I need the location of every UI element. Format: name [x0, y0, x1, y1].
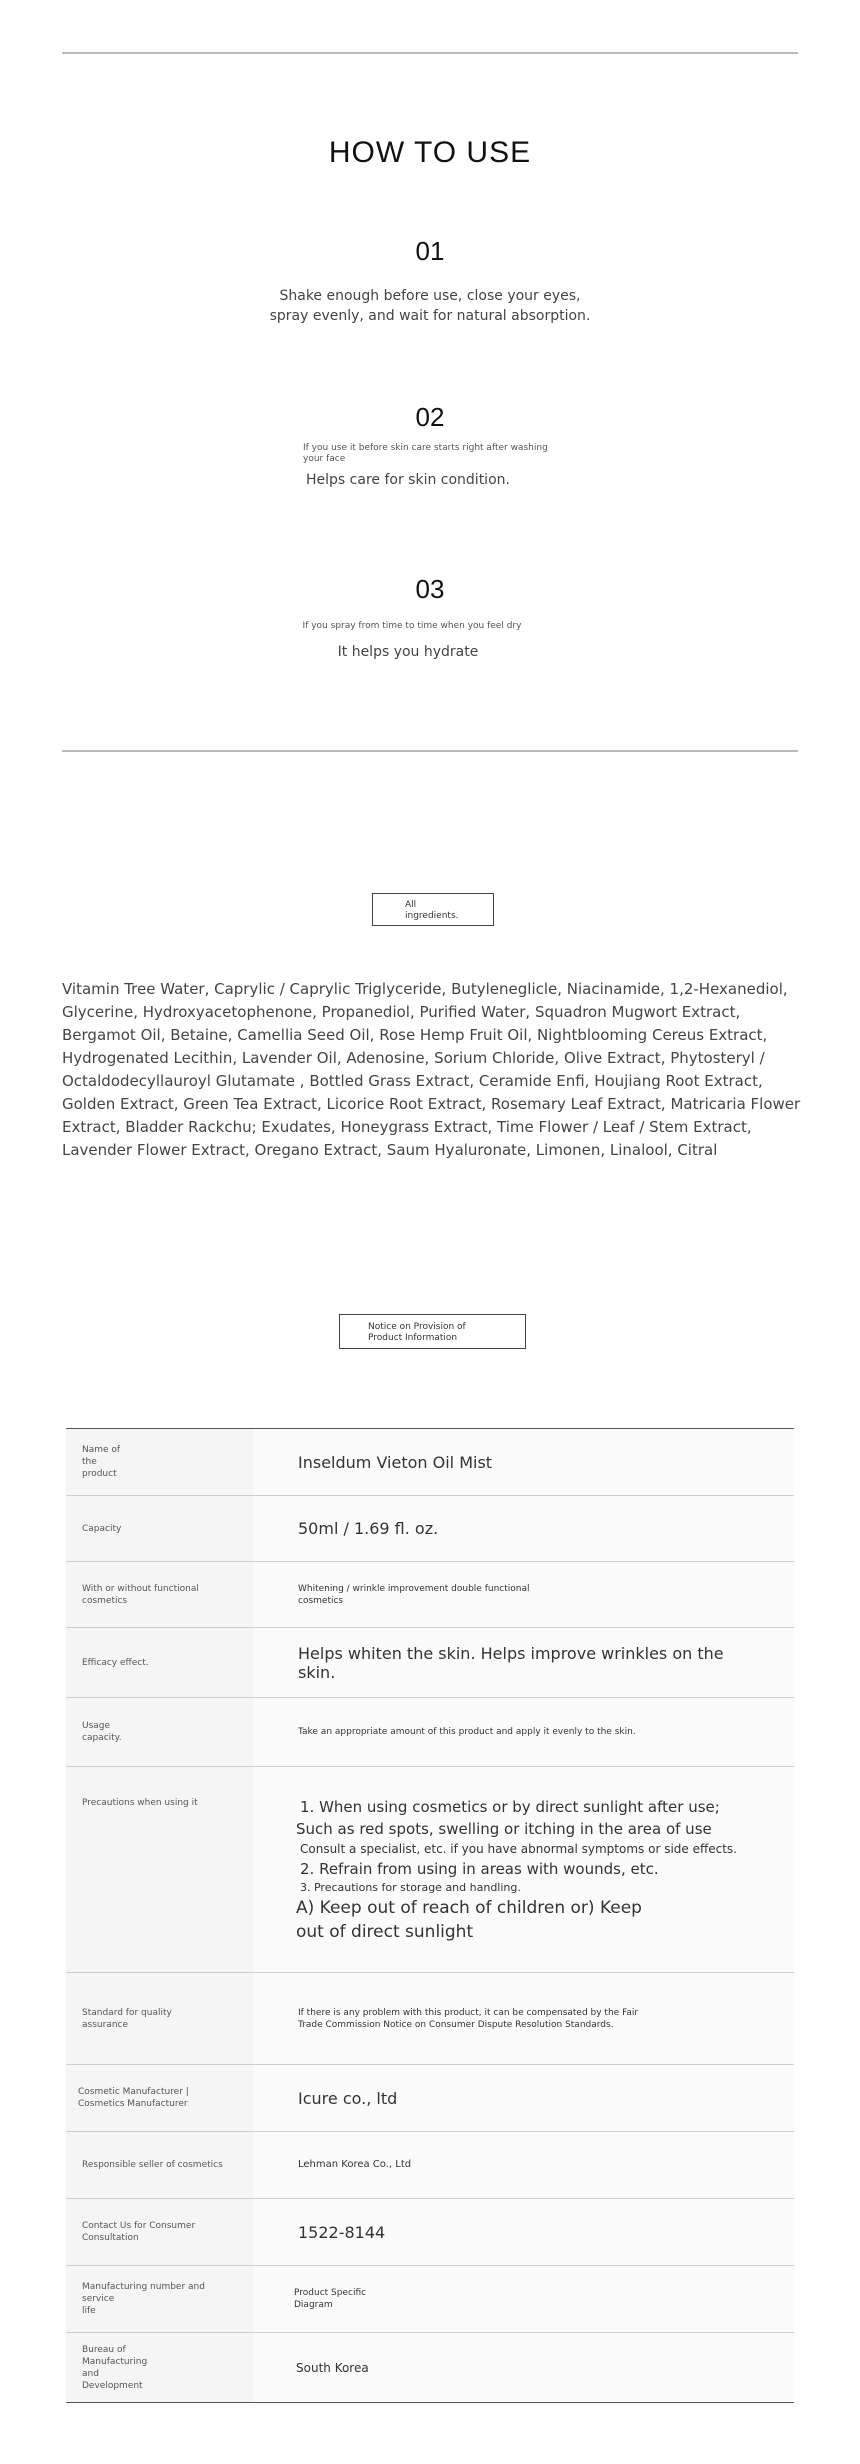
step-01-number: 01 [415, 236, 445, 266]
product-info-table [66, 1428, 794, 2403]
functional-label: With or without functional cosmetics [66, 1562, 254, 1627]
precaution-line-4: 2. Refrain from using in areas with wounds, etc. [300, 1859, 659, 1878]
table-row-capacity [66, 1496, 794, 1562]
precaution-line-2: Such as red spots, swelling or itching in the area of use [296, 1819, 712, 1838]
origin-label: Bureau of Manufacturing and Development [66, 2333, 254, 2402]
table-row-precautions [66, 1767, 794, 1973]
contact-value: 1522-8144 [298, 2222, 386, 2242]
step-02-number: 02 [415, 402, 445, 432]
efficacy-label: Efficacy effect. [66, 1628, 254, 1697]
mfg-label: Manufacturing number and service life [66, 2266, 254, 2332]
step-02-note [303, 443, 563, 465]
notice-label [339, 1314, 526, 1349]
table-row-seller [66, 2132, 794, 2199]
manufacturer-label: Cosmetic Manufacturer | Cosmetics Manufacturer [66, 2065, 254, 2131]
table-row-contact [66, 2199, 794, 2266]
capacity-value: 50ml / 1.69 fl. oz. [298, 1519, 439, 1538]
step-03-number: 03 [415, 574, 445, 604]
functional-value: Whitening / wrinkle improvement double functional cosmetics [298, 1583, 530, 1606]
step-02-note-line-1: If you use it before skin care starts right after washing [303, 443, 548, 453]
step-02-note-line-2: your face [303, 454, 346, 464]
all-ingredients-label [372, 893, 494, 926]
usage-value: Take an appropriate amount of this product and apply it evenly to the skin. [298, 1727, 636, 1737]
precaution-line-7: out of direct sunlight [296, 1921, 474, 1942]
precautions-label: Precautions when using it [66, 1767, 254, 1972]
table-row-manufacturer [66, 2065, 794, 2132]
precautions-value [254, 1767, 794, 1972]
notice-label-line-2: Product Information [368, 1333, 458, 1343]
usage-label: Usage capacity. [66, 1698, 254, 1766]
step-01-line-1: Shake enough before use, close your eyes, [279, 288, 581, 304]
precaution-line-1: 1. When using cosmetics or by direct sunlight after use; [300, 1797, 720, 1816]
all-ingredients-label-line-2: ingredients. [405, 911, 459, 921]
origin-value: South Korea [296, 2360, 369, 2375]
contact-label: Contact Us for Consumer Consultation [66, 2199, 254, 2265]
efficacy-value: Helps whiten the skin. Helps improve wrinkles on the skin. [298, 1643, 724, 1682]
step-01-text [0, 286, 860, 326]
product-name-value: Inseldum Vieton Oil Mist [298, 1452, 493, 1472]
table-row-origin [66, 2333, 794, 2402]
table-row-functional [66, 1562, 794, 1628]
precaution-line-6: A) Keep out of reach of children or) Keep [296, 1897, 642, 1918]
table-row-manufacturing-number [66, 2266, 794, 2333]
ingredients-list: Vitamin Tree Water, Caprylic / Caprylic Triglyceride, Butyleneglicle, Niacinamide, 1,2-Hexanediol, Glycerine, Hydroxyacetophenone, Propanediol, Purified Water, Squadron Mugwort Extract, Bergamot Oil, Betaine, Camellia Seed Oil, Rose Hemp Fruit Oil, Nightblooming Cereus Extract, Hydrogenated Lecithin, Lavender Oil, Adenosine, Sorium Chloride, Olive Extract, Phytosteryl / Octaldodecyllauroyl Glutamate , Bottled Grass Extract, Ceramide Enfi, Houjiang Root Extract, Golden Extract, Green Tea Extract, Licorice Root Extract, Rosemary Leaf Extract, Matricaria Flower Extract, Bladder Rackchu; Exudates, Honeygrass Extract, Time Flower / Leaf / Stem Extract, Lavender Flower Extract, Oregano Extract, Saum Hyaluronate, Limonen, Linalool, Citral [62, 980, 801, 1159]
all-ingredients-label-line-1: All [405, 900, 417, 910]
table-row-product-name [66, 1429, 794, 1496]
middle-divider [62, 750, 798, 752]
table-row-usage [66, 1698, 794, 1767]
step-01-line-2: spray evenly, and wait for natural absorption. [269, 308, 591, 324]
notice-label-line-1: Notice on Provision of [368, 1322, 466, 1332]
capacity-label: Capacity [66, 1496, 254, 1561]
seller-label: Responsible seller of cosmetics [66, 2132, 254, 2198]
step-03-main: It helps you hydrate [337, 644, 479, 660]
product-name-label: Name of the product [66, 1429, 254, 1495]
how-to-use-title: HOW TO USE [328, 136, 532, 169]
precaution-line-3: Consult a specialist, etc. if you have abnormal symptoms or side effects. [300, 1841, 737, 1856]
quality-value: If there is any problem with this product, it can be compensated by the Fair Trade Commission Notice on Consumer Dispute Resolution Standards. [298, 2007, 639, 2030]
top-divider [62, 52, 798, 54]
step-03-note: If you spray from time to time when you feel dry [302, 621, 522, 631]
seller-value: Lehman Korea Co., Ltd [298, 2159, 412, 2170]
manufacturer-value: Icure co., ltd [298, 2088, 398, 2108]
table-row-efficacy [66, 1628, 794, 1698]
table-row-quality [66, 1973, 794, 2065]
mfg-value: Product Specific Diagram [294, 2288, 367, 2310]
quality-label: Standard for quality assurance [66, 1973, 254, 2064]
step-02-main: Helps care for skin condition. [306, 472, 510, 488]
precaution-line-5: 3. Precautions for storage and handling. [300, 1880, 521, 1894]
